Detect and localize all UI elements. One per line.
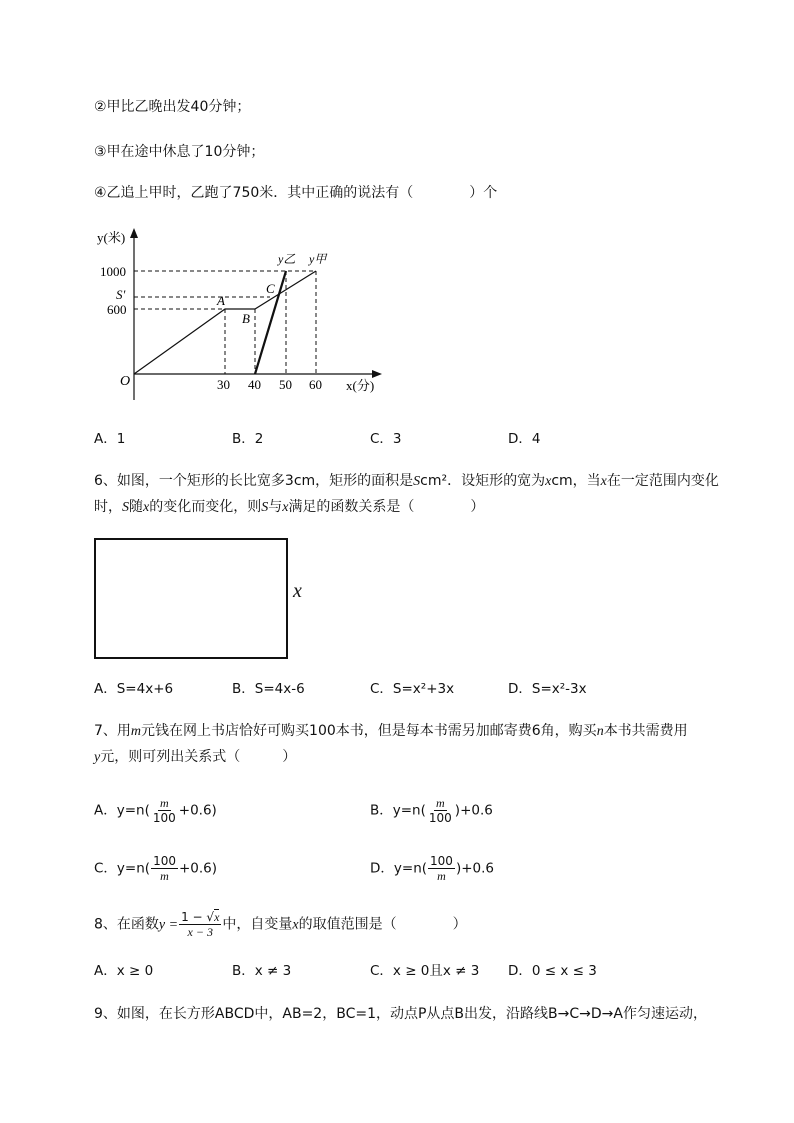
rectangle-width-label: x	[293, 580, 302, 602]
x-axis-arrow	[372, 370, 382, 378]
q5-option-d: D．4	[508, 431, 541, 447]
tick-y-s-prime: S'	[116, 287, 126, 302]
q6-option-c: C．S=x²+3x	[370, 681, 455, 697]
tick-y-600: 600	[107, 302, 127, 317]
q8-option-a: A．x ≥ 0	[94, 963, 154, 979]
q8-option-c: C．x ≥ 0且x ≠ 3	[370, 963, 480, 979]
q7-line-1: 7、用m元钱在网上书店恰好可购买100本书，但是每本书需另加邮寄费6角，购买n本书共需费用	[94, 723, 688, 739]
point-a-label: A	[217, 293, 225, 308]
tick-y-1000: 1000	[100, 264, 126, 279]
q7-option-d: D．y=n( $\frac{100}{m}$ )+0.6	[370, 854, 494, 883]
point-c-label: C	[266, 281, 275, 296]
x-axis-label: x(分)	[346, 378, 375, 393]
label-yi: y乙	[278, 252, 296, 266]
tick-x-60: 60	[309, 377, 322, 392]
rectangle-figure	[94, 538, 288, 659]
statement-4: ④乙追上甲时，乙跑了750米．其中正确的说法有（ ）个	[94, 185, 498, 201]
label-jia: y甲	[309, 252, 327, 266]
q5-option-c: C．3	[370, 431, 402, 447]
point-b-label: B	[242, 311, 250, 326]
tick-x-50: 50	[279, 377, 292, 392]
statement-2: ②甲比乙晚出发40分钟；	[94, 99, 251, 115]
y-axis-label: y(米)	[97, 230, 126, 245]
q6-option-b: B．S=4x-6	[232, 681, 305, 697]
q7-option-b: B．y=n( $\frac{m}{100}$ )+0.6	[370, 796, 493, 825]
q7-option-a: A．y=n( $\frac{m}{100}$ +0.6)	[94, 796, 217, 825]
tick-x-30: 30	[217, 377, 230, 392]
q7-option-c: C．y=n( $\frac{100}{m}$ +0.6)	[94, 854, 218, 883]
q5-option-a: A．1	[94, 431, 126, 447]
q6-line-1: 6、如图，一个矩形的长比宽多3cm，矩形的面积是Scm²．设矩形的宽为xcm，当x在一定范围内变化	[94, 473, 719, 489]
y-axis-arrow	[130, 228, 138, 238]
q6-option-a: A．S=4x+6	[94, 681, 174, 697]
tick-x-40: 40	[248, 377, 261, 392]
q8-line: 8、在函数y = $\frac{1 - √x}{x - 3}$ 中，自变量x的取值范围是（ ）	[94, 910, 467, 939]
q6-option-d: D．S=x²-3x	[508, 681, 587, 697]
q5-option-b: B．2	[232, 431, 264, 447]
q9-line: 9、如图，在长方形ABCD中，AB=2，BC=1，动点P从点B出发，沿路线B→C→D→A作匀速运动，	[94, 1006, 707, 1022]
statement-3: ③甲在途中休息了10分钟；	[94, 144, 265, 160]
q7-line-2: y元，则可列出关系式（ ）	[94, 749, 297, 765]
q8-option-d: D．0 ≤ x ≤ 3	[508, 963, 597, 979]
q6-line-2: 时，S随x的变化而变化，则S与x满足的函数关系是（ ）	[94, 499, 485, 515]
q8-option-b: B．x ≠ 3	[232, 963, 292, 979]
origin-label: O	[120, 374, 131, 389]
